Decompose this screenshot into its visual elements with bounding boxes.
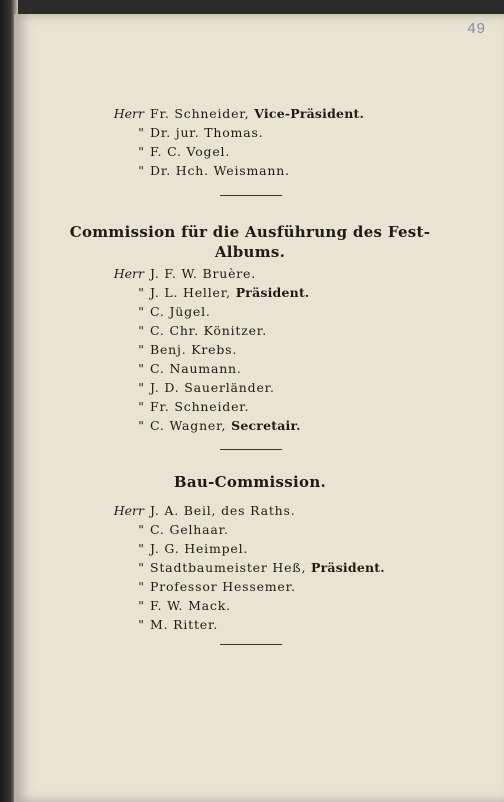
section-heading: Bau-Commission. — [173, 473, 327, 491]
member-prefix: " — [138, 598, 144, 613]
member-name: J. L. Heller, — [150, 285, 231, 300]
member-name: M. Ritter. — [150, 617, 219, 632]
member-role: Vice-Präsident. — [254, 106, 365, 121]
member-prefix: " — [138, 285, 144, 300]
member-name: J. G. Heimpel. — [150, 541, 249, 556]
heading-line: Albums. — [214, 243, 286, 261]
section-divider — [220, 644, 282, 645]
member-prefix: " — [138, 541, 144, 556]
member-role: Secretair. — [231, 418, 301, 433]
member-role: Präsident. — [311, 560, 385, 575]
section-divider — [220, 449, 282, 450]
member-prefix: " — [138, 418, 144, 433]
section-heading — [60, 222, 440, 262]
member-name: C. Chr. Könitzer. — [150, 323, 267, 338]
member-name: Professor Hessemer. — [150, 579, 296, 594]
heading-line: Commission für die Ausführung des Fest- — [69, 223, 431, 241]
member-prefix: " — [138, 380, 144, 395]
member-name: C. Wagner, — [150, 418, 227, 433]
member-prefix: " — [138, 144, 144, 159]
section-divider — [220, 195, 282, 196]
member-name: Fr. Schneider, — [150, 106, 250, 121]
member-name: Fr. Schneider. — [150, 399, 250, 414]
member-prefix: " — [138, 399, 144, 414]
member-name: F. W. Mack. — [150, 598, 231, 613]
member-name: C. Jügel. — [150, 304, 211, 319]
page-number: 49 — [467, 20, 486, 37]
member-prefix: " — [138, 342, 144, 357]
member-role: Präsident. — [235, 285, 310, 300]
member-name: Stadtbaumeister Heß, — [150, 560, 307, 575]
member-name: J. A. Beil, des Raths. — [150, 503, 296, 518]
member-prefix: " — [138, 163, 144, 178]
member-prefix: Herr — [113, 503, 144, 518]
member-prefix: Herr — [113, 266, 144, 281]
member-name: Benj. Krebs. — [150, 342, 238, 357]
member-prefix: " — [138, 304, 144, 319]
member-prefix: Herr — [113, 106, 144, 121]
member-name: C. Naumann. — [150, 361, 242, 376]
member-name: Dr. Hch. Weismann. — [150, 163, 290, 178]
member-prefix: " — [138, 522, 144, 537]
member-prefix: " — [138, 560, 144, 575]
member-name: F. C. Vogel. — [150, 144, 231, 159]
member-name: J. F. W. Bruère. — [150, 266, 257, 281]
member-name: C. Gelhaar. — [150, 522, 229, 537]
member-prefix: " — [138, 579, 144, 594]
member-prefix: " — [138, 361, 144, 376]
member-name: J. D. Sauerländer. — [150, 380, 275, 395]
member-name: Dr. jur. Thomas. — [150, 125, 264, 140]
member-prefix: " — [138, 617, 144, 632]
member-prefix: " — [138, 125, 144, 140]
member-prefix: " — [138, 323, 144, 338]
